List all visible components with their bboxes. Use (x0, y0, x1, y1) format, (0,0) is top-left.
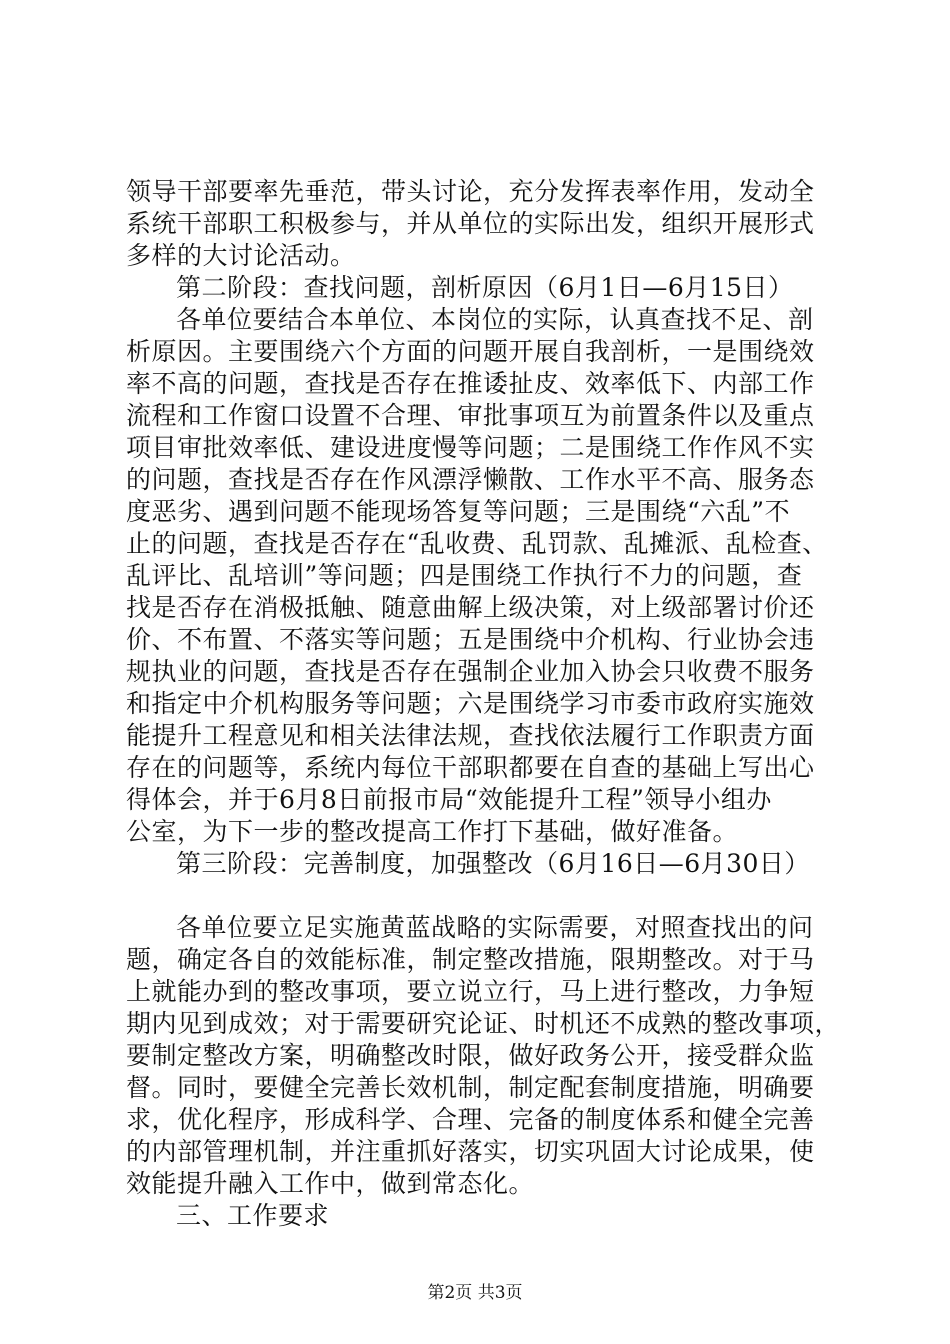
body-line: 止的问题，查找是否存在“乱收费、乱罚款、乱摊派、乱检查、 (126, 529, 828, 558)
body-line: 系统干部职工积极参与，并从单位的实际出发，组织开展形式 (126, 209, 815, 238)
body-line: 的问题，查找是否存在作风漂浮懒散、工作水平不高、服务态 (126, 465, 815, 494)
body-line: 规执业的问题，查找是否存在强制企业加入协会只收费不服务 (126, 657, 815, 686)
page-number: 第2页 共3页 (427, 1283, 523, 1303)
body-line: 督。同时，要健全完善长效机制，制定配套制度措施，明确要 (126, 1073, 815, 1102)
body-line: 乱评比、乱培训”等问题；四是围绕工作执行不力的问题，查 (126, 561, 803, 590)
body-line: 度恶劣、遇到问题不能现场答复等问题；三是围绕“六乱”不 (126, 497, 791, 526)
section-heading-requirements: 三、工作要求 (176, 1201, 330, 1230)
body-line: 能提升工程意见和相关法律法规，查找依法履行工作职责方面 (126, 721, 815, 750)
body-line: 存在的问题等，系统内每位干部职都要在自查的基础上写出心 (126, 753, 815, 782)
body-line: 各单位要结合本单位、本岗位的实际，认真查找不足、剖 (176, 305, 814, 334)
body-line: 的内部管理机制，并注重抓好落实，切实巩固大讨论成果，使 (126, 1137, 815, 1166)
body-line: 领导干部要率先垂范，带头讨论，充分发挥表率作用，发动全 (126, 177, 815, 206)
body-line: 和指定中介机构服务等问题；六是围绕学习市委市政府实施效 (126, 689, 815, 718)
body-line: 流程和工作窗口设置不合理、审批事项互为前置条件以及重点 (126, 401, 815, 430)
body-line: 求，优化程序，形成科学、合理、完备的制度体系和健全完善 (126, 1105, 815, 1134)
section-heading-stage-3: 第三阶段：完善制度，加强整改（6月16日—6月30日） (176, 849, 810, 878)
body-line: 效能提升融入工作中，做到常态化。 (126, 1169, 535, 1198)
body-line: 题，确定各自的效能标准，制定整改措施，限期整改。对于马 (126, 945, 815, 974)
body-line: 公室，为下一步的整改提高工作打下基础，做好准备。 (126, 817, 739, 846)
body-line: 率不高的问题，查找是否存在推诿扯皮、效率低下、内部工作 (126, 369, 815, 398)
body-line: 找是否存在消极抵触、随意曲解上级决策，对上级部署讨价还 (126, 593, 815, 622)
section-heading-stage-2: 第二阶段：查找问题，剖析原因（6月1日—6月15日） (176, 273, 794, 302)
body-line: 析原因。主要围绕六个方面的问题开展自我剖析，一是围绕效 (126, 337, 815, 366)
body-line: 价、不布置、不落实等问题；五是围绕中介机构、行业协会违 (126, 625, 815, 654)
body-line: 各单位要立足实施黄蓝战略的实际需要，对照查找出的问 (176, 913, 814, 942)
body-line: 期内见到成效；对于需要研究论证、时机还不成熟的整改事项， (126, 1009, 841, 1038)
body-line: 上就能办到的整改事项，要立说立行，马上进行整改，力争短 (126, 977, 815, 1006)
body-line: 要制定整改方案，明确整改时限，做好政务公开，接受群众监 (126, 1041, 815, 1070)
body-line: 项目审批效率低、建设进度慢等问题；二是围绕工作作风不实 (126, 433, 815, 462)
body-line: 多样的大讨论活动。 (126, 241, 356, 270)
body-line: 得体会，并于6月8日前报市局“效能提升工程”领导小组办 (126, 785, 772, 814)
